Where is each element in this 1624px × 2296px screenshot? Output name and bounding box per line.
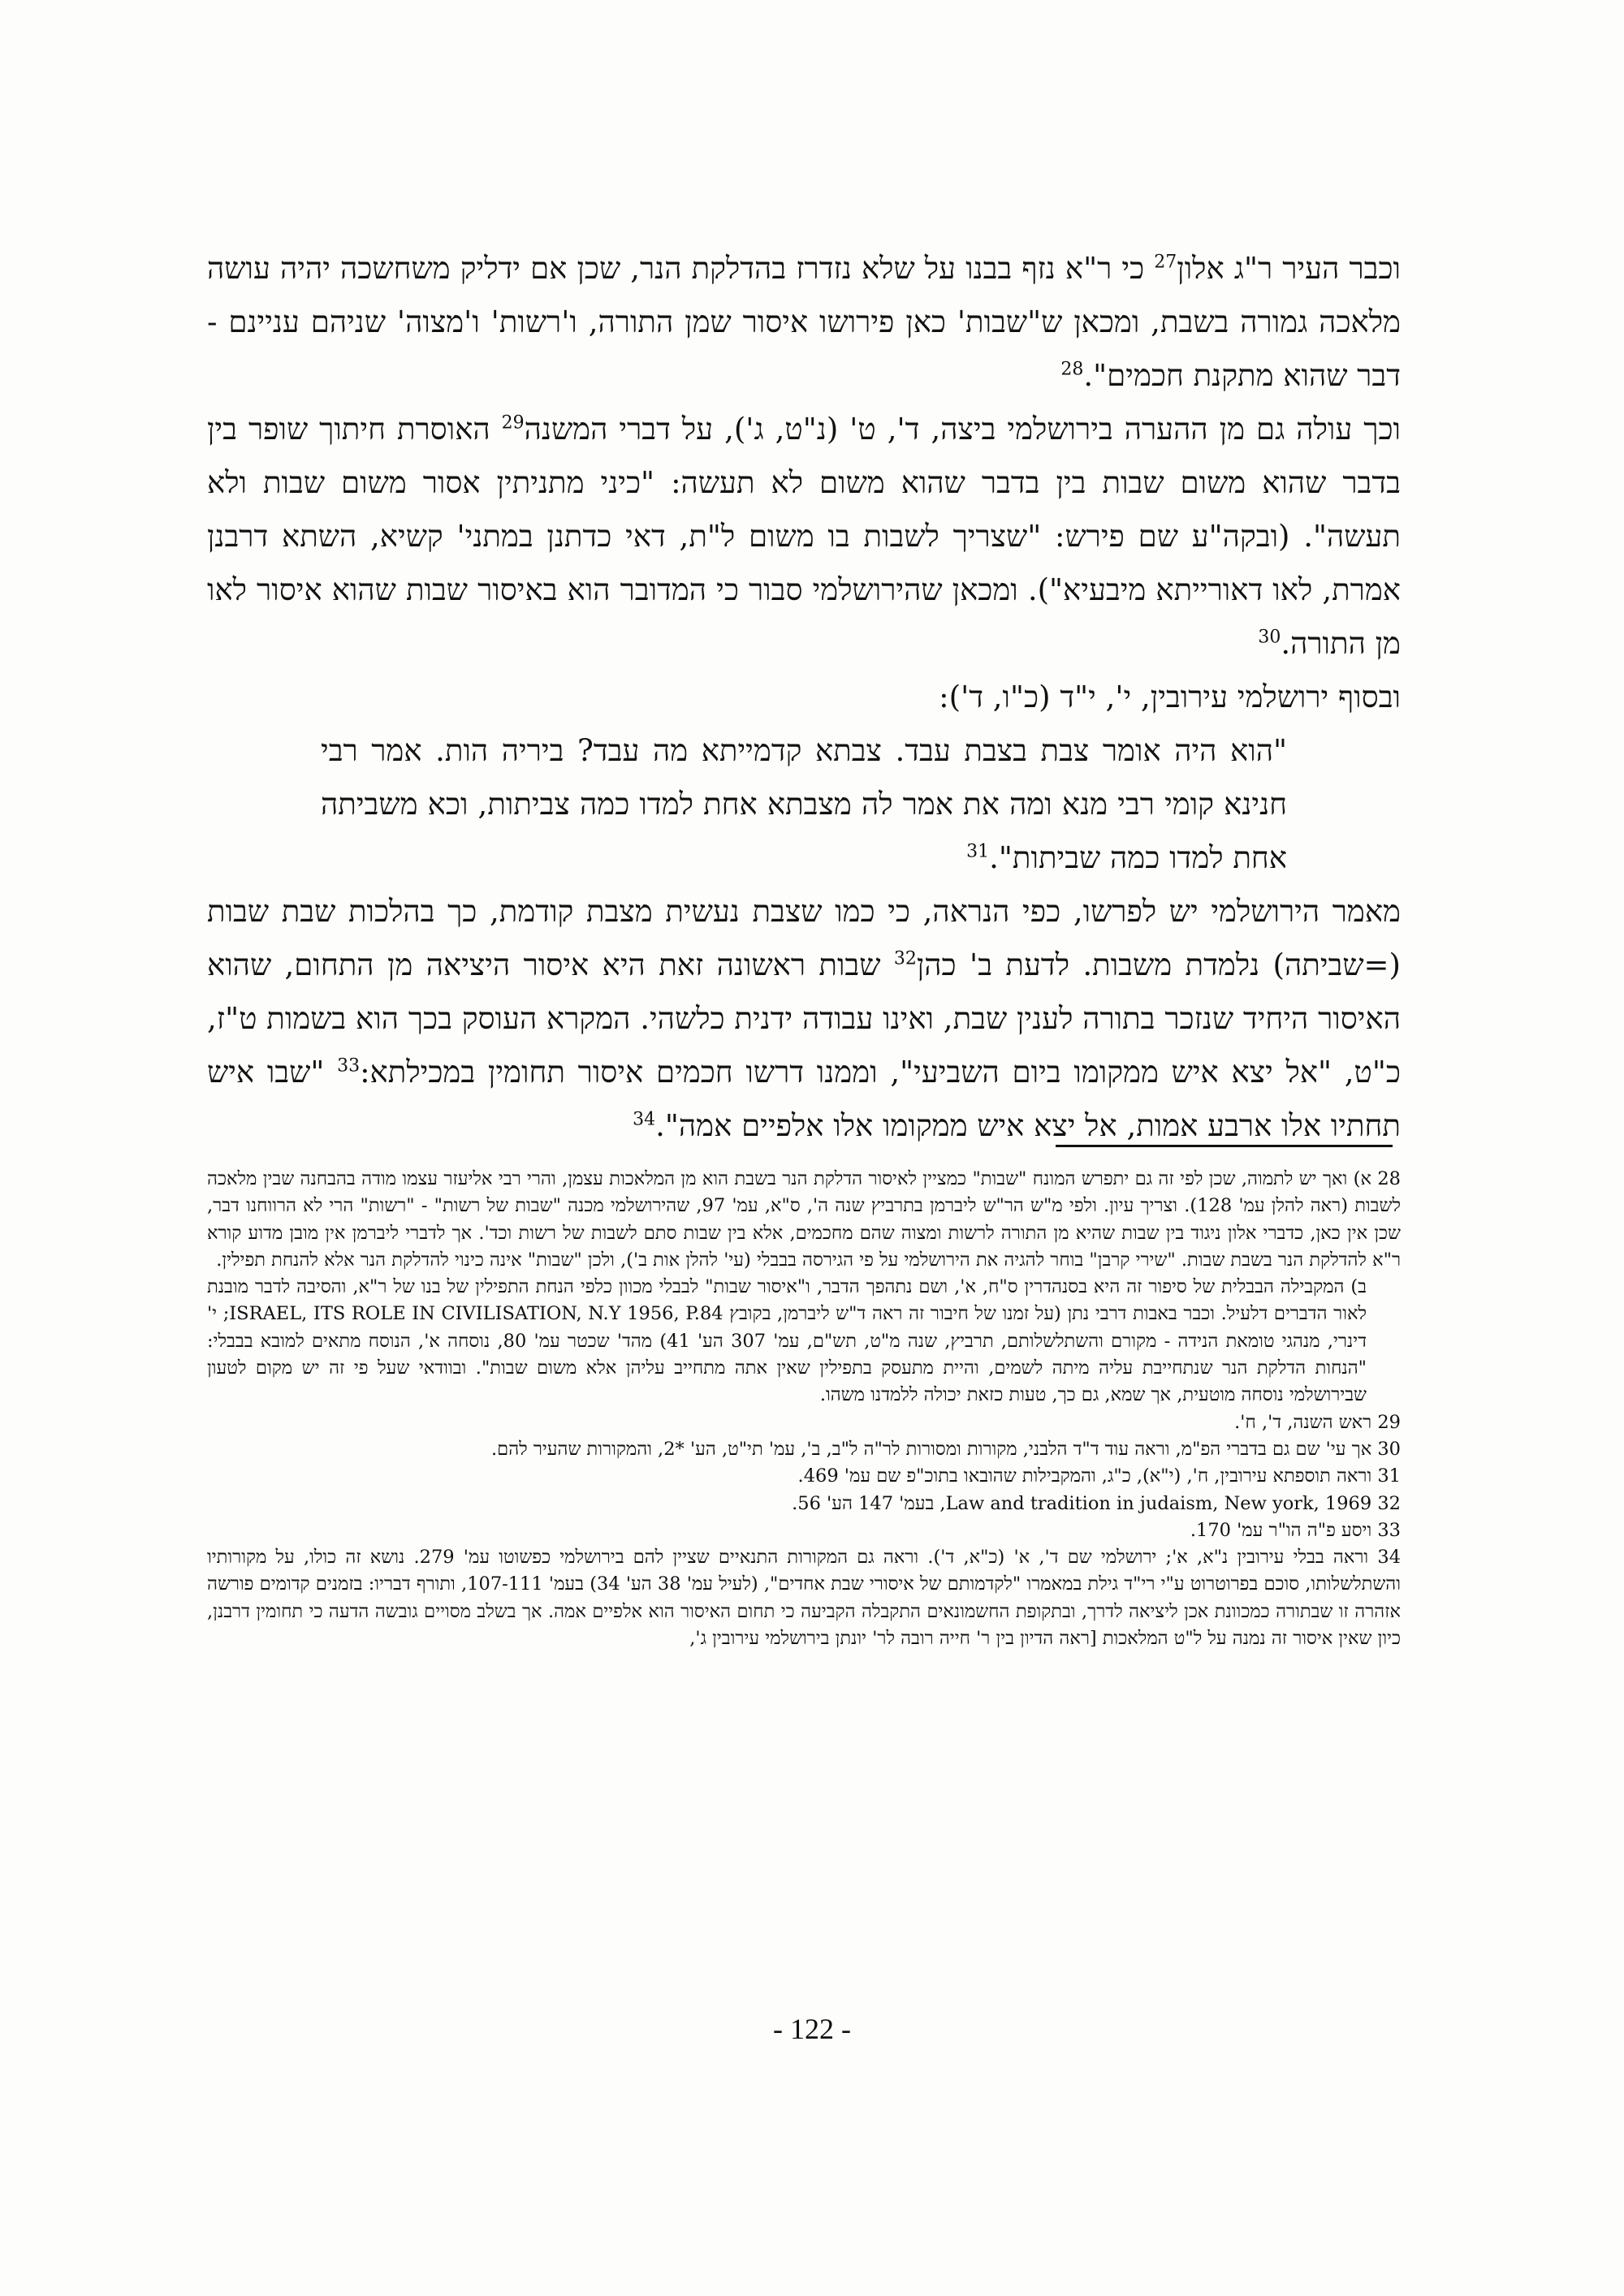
footnote: 30 אך עי' שם גם בדברי הפ"מ, וראה עוד ד"ד הלבני, מקורות ומסורות לר"ה ל"ב, ב', עמ' תי"ט, הע' *2, והמקורות שהעיר להם. (491, 1438, 1401, 1460)
footnote: 28 א) ואך יש לתמוה, שכן לפי זה גם יתפרש המונח "שבות" כמציין לאיסור הדלקת הנר בשבת הוא מן המלאכות עצמן, והרי רבי אליעזר עצמו מודה בהבחנה שבין מלאכה לשבות (ראה להלן עמ' 128). וצריך עיון. ולפי מ"ש הר"ש ליברמן בתרביץ שנה ה', ס"א, עמ' 97, שהירושלמי מכנה "שבות של רשות" - "רשות" הרי לא הרווחנו דבר, שכן אין כאן, כדברי אלון ניגוד בין שבות שהיא מן התורה לרשות ומצוה שהם מחכמים, אלא בין שבות סתם לשבות של רשות וכד'. אך לדברי ליברמן אין מובן מדוע קורא ר"א להדלקת הנר בשבת שבות. "שירי קרבן" בוחר להגיה את הירושלמי על פי הגירסה בבבלי (עי' להלן אות ב'), ולכן "שבות" אינה כינוי להדלקת הנר אלא להנחת תפילין. (207, 1168, 1401, 1271)
footnote: 33 ויסע פ"ה הו"ר עמ' 170. (1190, 1519, 1401, 1541)
footnote-ref: 31 (966, 841, 990, 862)
footnote-ref: 30 (1258, 627, 1281, 648)
footnote-ref: 33 (337, 1055, 361, 1077)
footnote-separator (1056, 1145, 1393, 1147)
footnote-ref: 28 (1060, 359, 1084, 380)
footnote: 31 וראה תוספתא עירובין, ח', (י"א), כ"ג, והמקבילות שהובאו בתוכ"פ שם עמ' 469. (797, 1465, 1401, 1487)
paragraph: ובסוף ירושלמי עירובין, י', י"ד (כ"ו, ד'): (939, 680, 1401, 714)
main-text (207, 242, 1401, 1153)
paragraph: וכבר העיר ר"ג אלון$^{27}$ כי ר"א נזף בבנו על שלא נזדרז בהדלקת הנר, שכן אם ידליק משחשכה יהיה עושה מלאכה גמורה בשבת, ומכאן ש"שבות' כאן פירושו איסור שמן התורה, ו'רשות' ו'מצוה' שניהם עניינם - דבר שהוא מתקנת חכמים".$^{28}$ (207, 251, 1401, 393)
footnote: ב) המקבילה הבבלית של סיפור זה היא בסנהדרין ס"ח, א', ושם נתהפך הדבר, ו"איסור שבות" לבבלי מכוון כלפי הנחת התפילין של בנו של ר"א, והסיבה לדבר מובנת לאור הדברים דלעיל. וכבר באבות דרבי נתן (על זמנו של חיבור זה ראה ד"ש ליברמן, בקובץ ISRAEL, ITS ROLE IN CIVILISATION, N.Y 1956, P.84; י' דינרי, מנהגי טומאת הנידה - מקורם והשתלשלותם, תרביץ, שנה מ"ט, תש"ם, עמ' 307 הע' 41) מהד' שכטר עמ' 80, נוסחה א', הנוסח מתאים למובא בבבלי: "הנחות הדלקת הנר שנתחייבת עליה מיתה לשמים, והיית מתעסק בתפילין שאין אתה מתחייב עליהן אלא משום שבות". ובוודאי שעל פי זה יש מקום לטעון שבירושלמי נוסחה מוטעית, אך שמא, גם כך, טעות כזאת יכולה ללמדנו משהו. (207, 1276, 1367, 1406)
footnote-ref: 29 (501, 412, 525, 434)
footnote: 34 וראה בבלי עירובין נ"א, א'; ירושלמי שם ד', א' (כ"א, ד'). וראה גם המקורות התנאיים שציין להם בירושלמי כפשוטו עמ' 279. נושא זה כולו, על מקורותיו והשתלשלותו, סוכם בפרוטרוט ע"י רי"ד גילת במאמרו "לקדמותם של איסורי שבת אחדים", (לעיל עמ' 38 הע' 34) בעמ' 107-111, ותורף דבריו: בזמנים קדומים פורשה אזהרה זו שבתורה כמכוונת אכן ליציאה לדרך, ובתקופת החשמונאים התקבלה הקביעה כי תחום האיסור הוא אלפיים אמה. אך בשלב מסויים גובשה הדעה כי תחומין דרבנן, כיון שאין איסור זה נמנה על ל"ט המלאכות [ראה הדיון בין ר' חייה רובה לר' יונתן בירושלמי עירובין ג', (207, 1547, 1402, 1650)
paragraph: מאמר הירושלמי יש לפרשו, כפי הנראה, כי כמו שצבת נעשית מצבת קודמת, כך בהלכות שבת שבות (=שביתה) נלמדת משבות. לדעת ב' כהן$^{32}$ שבות ראשונה זאת היא איסור היציאה מן התחום, שהוא האיסור היחיד שנזכר בתורה לענין שבת, ואינו עבודה ידנית כלשהי. המקרא העוסק בכך הוא בשמות ט"ז, כ"ט, "אל יצא איש ממקומו ביום השביעי", וממנו דרשו חכמים איסור תחומין במכילתא:$^{33}$ "שבו איש תחתיו אלו ארבע אמות, אל יצא איש ממקומו אלו אלפיים אמה".$^{34}$ (207, 894, 1401, 1143)
footnotes (207, 1166, 1401, 1652)
page-number: - 122 - (773, 2013, 851, 2045)
paragraph: וכך עולה גם מן ההערה בירושלמי ביצה, ד', ט' (נ"ט, ג'), על דברי המשנה$^{29}$ האוסרת חיתוך שופר בין בדבר שהוא משום שבות בין בדבר שהוא משום לא תעשה: "כיני מתניתין אסור משום שבות ולא תעשה". (ובקה"ע שם פירש: "שצריך לשבות בו משום ל"ת, דאי כדתנן במתני' קשיא, השתא דרבנן אמרת, לאו דאורייתא מיבעיא"). ומכאן שהירושלמי סבור כי המדובר הוא באיסור שבות שהוא איסור לאו מן התורה.$^{30}$ (207, 412, 1401, 661)
block-quote: "הוא היה אומר צבת בצבת עבד. צבתא קדמייתא מה עבד? ביריה הות. אמר רבי חנינא קומי רבי מנא ומה את אמר לה מצבתא אחת למדו כמה צביתות, וכא משביתה אחת למדו כמה שביתות".$^{31}$ (321, 733, 1287, 875)
footnote: 29 ראש השנה, ד', ח'. (1234, 1411, 1401, 1433)
footnote-ref: 34 (633, 1109, 656, 1130)
footnote-ref: 27 (1154, 252, 1177, 273)
footnote-ref: 32 (893, 948, 917, 969)
footnote: 32 Law and tradition in judaism, New york, 1969, בעמ' 147 הע' 56. (792, 1492, 1401, 1514)
